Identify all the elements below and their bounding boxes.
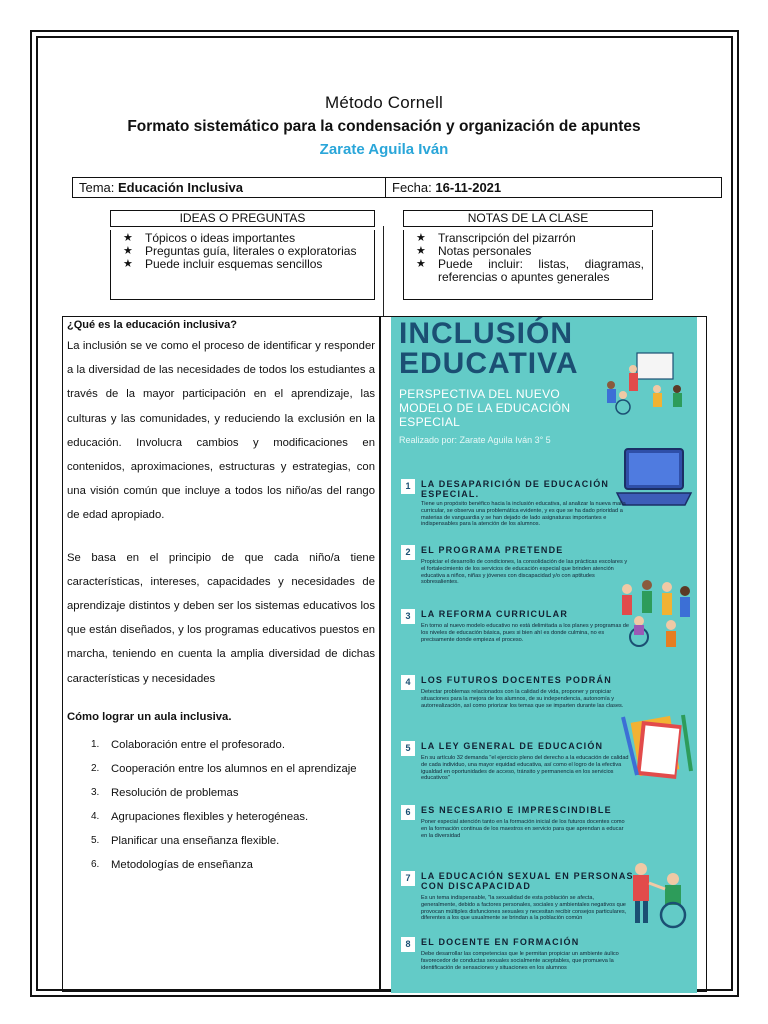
laptop-illustration	[613, 445, 695, 509]
poster-item-title: EL DOCENTE EN FORMACIÓN	[421, 937, 580, 947]
ideas-item: ★ Tópicos o ideas importantes	[123, 232, 366, 245]
list-text: Resolución de problemas	[111, 786, 239, 799]
ideas-item: ★ Puede incluir esquemas sencillos	[123, 258, 366, 271]
list-title: Cómo lograr un aula inclusiva.	[67, 710, 232, 723]
notas-guide	[403, 230, 653, 300]
list-text: Cooperación entre los alumnos en el aprendizaje	[111, 762, 357, 775]
main-question: ¿Qué es la educación inclusiva?	[67, 319, 237, 331]
paragraph-2: Se basa en el principio de que cada niño/a tiene características, intereses, capacidades y necesidades de aprendizaje distintos y deben ser los sistemas educativos los que están diseñados, y los programas educativos puestos en marcha, teniendo en cuenta la amplia diversidad de dichas características y necesidades	[67, 551, 375, 685]
paragraph-1: La inclusión se ve como el proceso de identificar y responder a la diversidad de las necesidades de todos los estudiantes a través de la mayor participación en el aprendizaje, las culturas y las comunidades, y reduciendo la exclusión en la educación. Involucra cambios y modificaciones en contenidos, aproximaciones, estructuras y estrategias, con una visión común que incluye a todos los niño/as del rango de edad apropiado.	[67, 340, 375, 522]
poster-item-body: Debe desarrollar las competencias que le permitan propiciar un ambiente áulico favorecedor de conductas sexuales socialmente aceptables, que promueva la identificación de sensaciones y situaciones en los alumnos	[421, 951, 619, 971]
notas-item: ★ Notas personales	[416, 245, 644, 258]
poster-item-body: Es un tema indispensable, "la sexualidad de esta población se afecta, generalmente, debido a factores personales, sociales y ambientales negativos que provocan múltiples disfunciones sexuales y necesitan recibir consejos particulares, diferentes a los que usualmente se brindan a la población común	[421, 895, 627, 922]
poster-item-title: LA REFORMA CURRICULAR	[421, 609, 569, 619]
inclusive-classroom-list	[67, 733, 375, 877]
ideas-guide	[110, 230, 375, 300]
poster-item-number: 5	[401, 741, 415, 756]
teacher-students-illustration	[597, 349, 693, 417]
notas-header: NOTAS DE LA CLASE	[403, 210, 653, 227]
poster-item-body: Detectar problemas relacionados con la calidad de vida, proponer y propiciar situaciones para la mejora de los alumnos, de su independencia, autonomía y autorrealización, así como priorizar los temas que se imparten durante las clases.	[421, 689, 624, 709]
list-text: Planificar una enseñanza flexible.	[111, 834, 280, 847]
fecha-value: 16-11-2021	[435, 180, 502, 195]
list-number: 4.	[91, 810, 100, 822]
list-text: Agrupaciones flexibles y heterogéneas.	[111, 810, 309, 823]
list-text: Metodologías de enseñanza	[111, 858, 253, 871]
poster-item-title: ES NECESARIO E IMPRESCINDIBLE	[421, 805, 612, 815]
poster-item-number: 8	[401, 937, 415, 952]
list-item	[67, 829, 375, 853]
list-item	[67, 781, 375, 805]
list-number: 2.	[91, 762, 100, 774]
list-text: Colaboración entre el profesorado.	[111, 738, 285, 751]
infographic-poster	[391, 317, 697, 993]
page-title: Método Cornell	[324, 93, 444, 112]
poster-item-number: 7	[401, 871, 415, 886]
list-number: 1.	[91, 738, 100, 750]
poster-item-title: LA EDUCACIÓN SEXUAL EN PERSONAS CON DISCAPACIDAD	[421, 871, 634, 891]
ideas-header: IDEAS O PREGUNTAS	[110, 210, 375, 227]
fecha-label: Fecha:	[392, 180, 436, 195]
list-item	[67, 733, 375, 757]
poster-author: Realizado por: Zarate Aguila Iván 3° 5	[399, 435, 551, 445]
poster-subtitle: PERSPECTIVA DEL NUEVO MODELO DE LA EDUCACIÓN ESPECIAL	[399, 387, 571, 429]
poster-item-number: 4	[401, 675, 415, 690]
poster-item-title: EL PROGRAMA PRETENDE	[421, 545, 564, 555]
poster-item-title: LOS FUTUROS DOCENTES PODRÁN	[421, 675, 612, 685]
poster-item-number: 3	[401, 609, 415, 624]
meta-row	[72, 177, 722, 198]
poster-item-body: Poner especial atención tanto en la formación inicial de los futuros docentes como en la formación continua de los maestros en servicio para que aprendan a educar en la diversidad	[421, 819, 625, 839]
tema-cell	[73, 178, 386, 197]
tema-label: Tema:	[79, 180, 119, 195]
ideas-column	[62, 316, 380, 992]
poster-item-title: LA LEY GENERAL DE EDUCACIÓN	[421, 741, 604, 751]
poster-title-line: INCLUSIÓN	[399, 317, 573, 350]
tema-value: Educación Inclusiva	[118, 180, 244, 195]
poster-title-line: EDUCATIVA	[399, 347, 579, 380]
notas-item: ★ Transcripción del pizarrón	[416, 232, 644, 245]
list-number: 5.	[91, 834, 100, 846]
column-divider	[383, 226, 384, 316]
list-number: 3.	[91, 786, 100, 798]
poster-title	[399, 319, 579, 379]
poster-item-number: 2	[401, 545, 415, 560]
list-item	[67, 853, 375, 877]
fecha-cell	[386, 178, 507, 197]
notes-column	[380, 316, 707, 992]
poster-item-body: En torno al nuevo modelo educativo no está delimitada a los planes y programas de los niveles de educación básica, pues si bien ahí es donde culmina, no es precisamente donde empieza el proceso.	[421, 623, 630, 643]
ideas-item: ★ Preguntas guía, literales o exploratorias	[123, 245, 366, 258]
author-name: Zarate Aguila Iván	[319, 141, 449, 158]
poster-item-title: LA DESAPARICIÓN DE EDUCACIÓN ESPECIAL.	[421, 479, 610, 499]
list-item	[67, 805, 375, 829]
poster-item-body: Tiene un propósito benéfico hacia la inclusión educativa, al analizar la nueva malla curricular, se observa una problemática evidente, y es que se ha dado prioridad a materias de vanguardia y se han dejado de lado asignaturas importantes e indispensables para la atención de los alumnos.	[421, 501, 626, 528]
poster-item-body: Propiciar el desarrollo de condiciones, la consolidación de las prácticas escolares y el fortalecimiento de los servicios de educación especial que brinden atención educativa a niños, niñas y jóvenes con discapacidad y/o con aptitudes sobresalientes.	[421, 559, 628, 586]
list-item	[67, 757, 375, 781]
list-number: 6.	[91, 858, 100, 870]
notas-item: ★ Puede incluir: listas, diagramas, referencias o apuntes generales	[416, 258, 644, 284]
poster-item-number: 6	[401, 805, 415, 820]
poster-item-body: En su artículo 32 demanda "el ejercicio pleno del derecho a la educación de calidad de cada individuo, una mayor equidad educativa, así como el logro de la efectiva igualdad en oportunidades de acceso, tránsito y permanencia en los servicios educativos"	[421, 755, 629, 782]
poster-item-number: 1	[401, 479, 415, 494]
page-subtitle: Formato sistemático para la condensación y organización de apuntes	[127, 118, 641, 135]
